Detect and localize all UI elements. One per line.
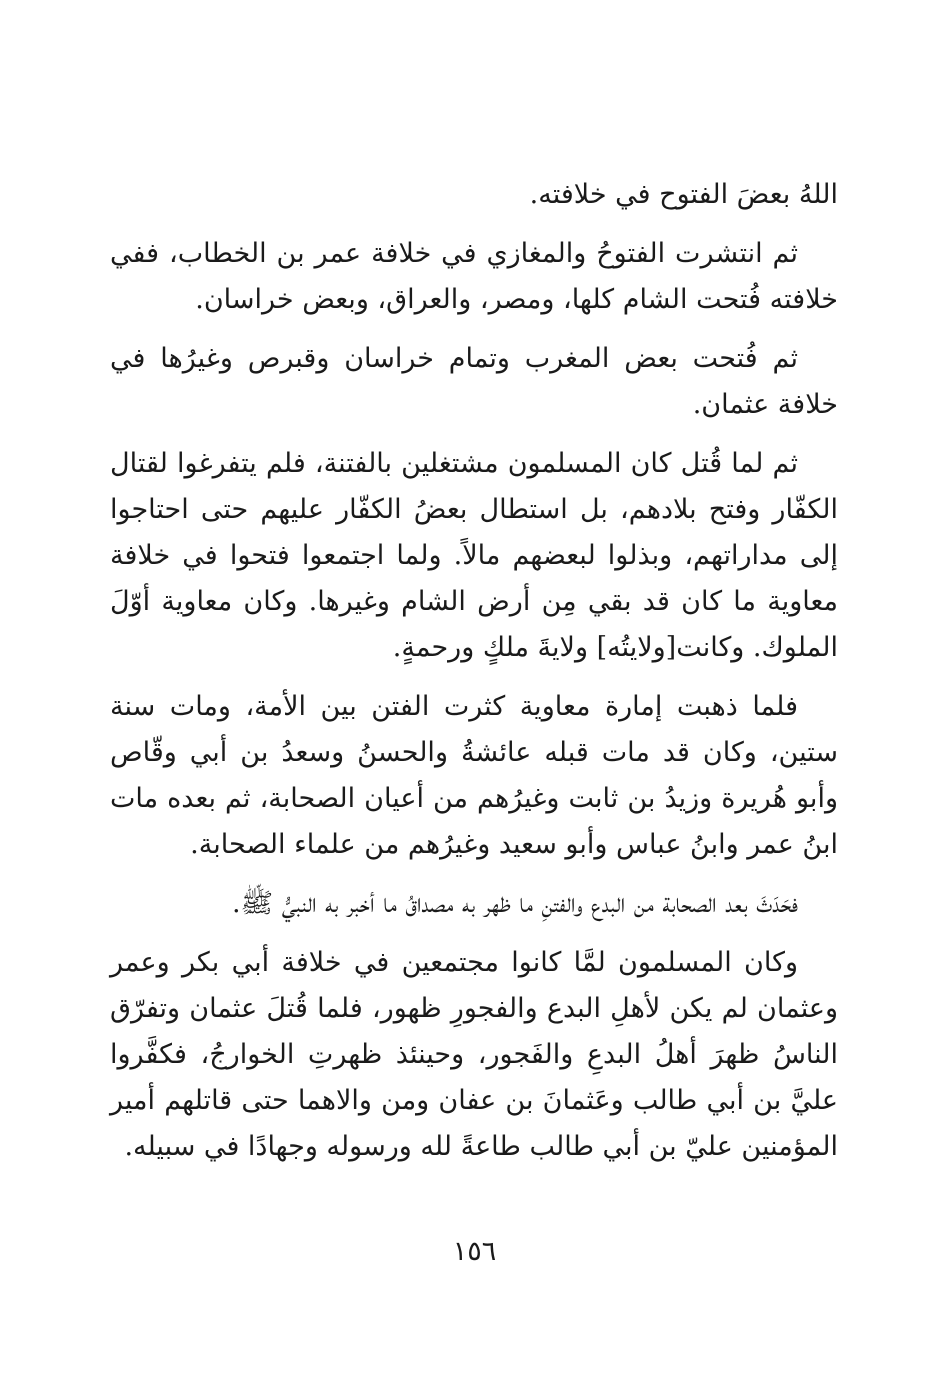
paragraph: ثم فُتحت بعض المغرب وتمام خراسان وقبرص وغيرُها في خلافة عثمان. <box>110 343 838 420</box>
paragraph: فحَدَثَ بعد الصحابة من البدع والفتنِ ما ظهر به مصداقُ ما أخبر به النبيُّ ﷺ. <box>231 888 798 919</box>
paragraph: ثم لما قُتل كان المسلمون مشتغلين بالفتنة، فلم يتفرغوا لقتال الكفّار وفتح بلادهم، بل استطال بعضُ الكفّار عليهم حتى احتاجوا إلى مداراتهم، وبذلوا لبعضهم مالاً. ولما اجتمعوا فتحوا في خلافة معاوية ما كان قد بقي مِن أرض الشام وغيرها. وكان معاوية أوّلَ الملوك. وكانت[ولايتُه] ولايةَ ملكٍ ورحمةٍ. <box>110 448 838 663</box>
body-text <box>110 172 838 1183</box>
paragraph: وكان المسلمون لمَّا كانوا مجتمعين في خلافة أبي بكر وعمر وعثمان لم يكن لأهلِ البدع والفجورِ ظهور، فلما قُتلَ عثمان وتفرّق الناسُ ظهرَ أهلُ البدعِ والفَجور، وحينئذ ظهرتِ الخوارجُ، فكفَّروا عليَّ بن أبي طالب وعَثمانَ بن عفان ومن والاهما حتى قاتلهم أمير المؤمنين عليّ بن أبي طالب طاعةً لله ورسوله وجهادًا في سبيله. <box>110 947 838 1162</box>
paragraph-continuation: اللهُ بعضَ الفتوح في خلافته. <box>529 179 838 210</box>
paragraph: ثم انتشرت الفتوحُ والمغازي في خلافة عمر بن الخطاب، ففي خلافته فُتحت الشام كلها، ومصر، والعراق، وبعض خراسان. <box>110 238 838 315</box>
paragraph: فلما ذهبت إمارة معاوية كثرت الفتن بين الأمة، ومات سنة ستين، وكان قد مات قبله عائشةُ والحسنُ وسعدُ بن أبي وقّاص وأبو هُريرة وزيدُ بن ثابت وغيرُهم من أعيان الصحابة، ثم بعده مات ابنُ عمر وابنُ عباس وأبو سعيد وغيرُهم من علماء الصحابة. <box>110 691 838 860</box>
page-number: ١٥٦ <box>452 1236 497 1267</box>
